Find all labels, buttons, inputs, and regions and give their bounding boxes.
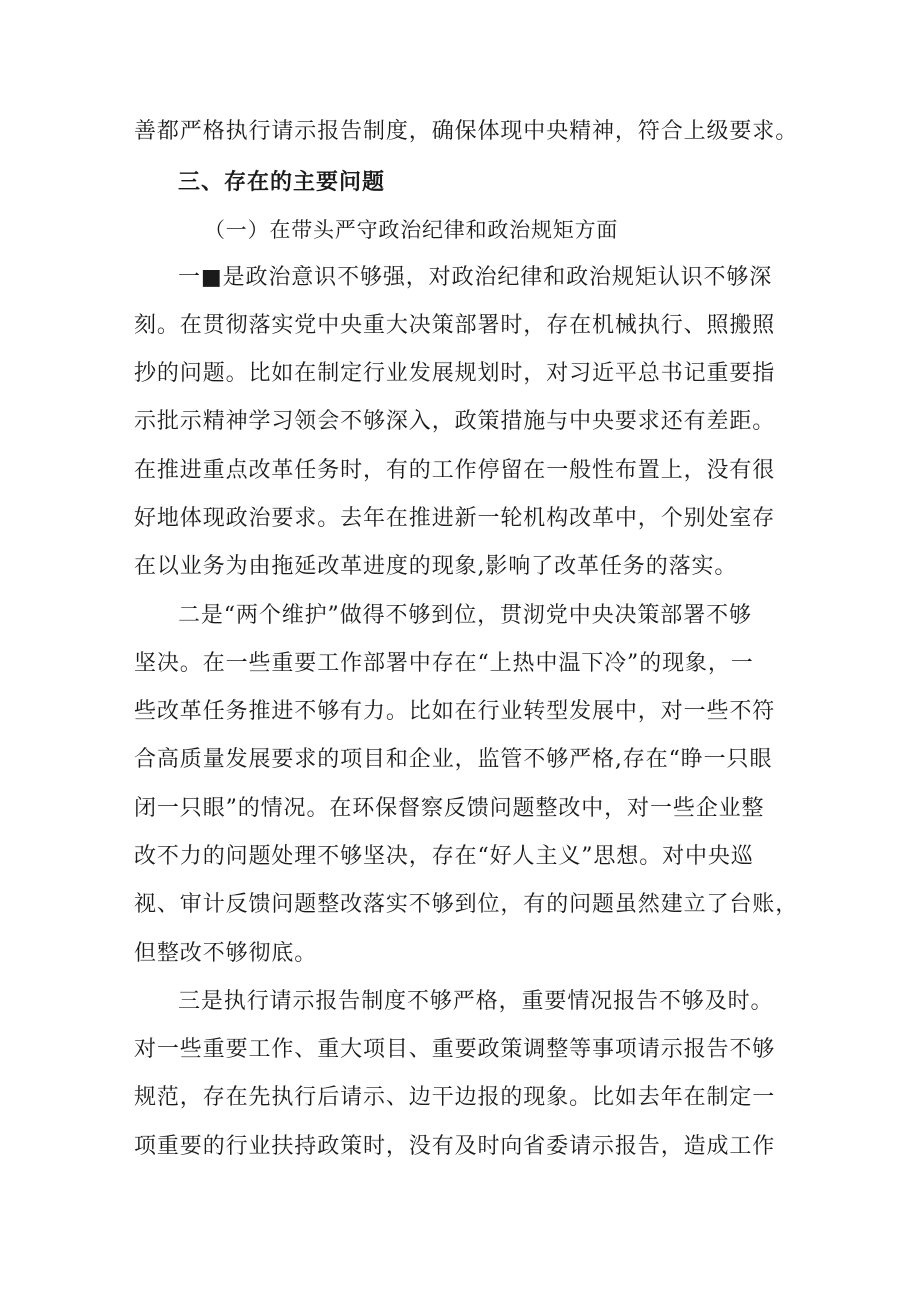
paragraph-1-line-6: 好地体现政治要求。去年在推进新一轮机构改革中，个别处室存 xyxy=(134,506,776,531)
paragraph-1-line-1: 一■是政治意识不够强，对政治纪律和政治规矩认识不够深 xyxy=(178,265,773,290)
paragraph-2-line-6: 改不力的问题处理不够坚决，存在“好人主义”思想。对中央巡 xyxy=(134,844,754,869)
paragraph-2-line-3: 些改革任务推进不够有力。比如在行业转型发展中，对一些不符 xyxy=(134,699,776,724)
paragraph-1-line-2: 刻。在贯彻落实党中央重大决策部署时，存在机械执行、照搬照 xyxy=(134,313,776,338)
paragraph-2-line-5: 闭一只眼”的情况。在环保督察反馈问题整改中，对一些企业整 xyxy=(134,796,765,821)
paragraph-1-line-3: 抄的问题。比如在制定行业发展规划时，对习近平总书记重要指 xyxy=(134,361,776,386)
paragraph-2-line-8: 但整改不够彻底。 xyxy=(134,941,318,966)
paragraph-1-line-7: 在以业务为由拖延改革进度的现象,影响了改革任务的落实。 xyxy=(134,554,738,579)
body-line-1: 善都严格执行请示报告制度，确保体现中央精神，符合上级要求。 xyxy=(134,119,799,144)
paragraph-2-line-2: 坚决。在一些重要工作部署中存在“上热中温下冷”的现象，一 xyxy=(134,651,754,676)
paragraph-2-line-1: 二是“两个维护”做得不够到位，贯沏党中央决策部署不够 xyxy=(178,603,752,628)
section-heading: 三、存在的主要问题 xyxy=(178,170,386,195)
paragraph-3-line-1: 三是执行请示报告制度不够严格，重要情况报告不够及时。 xyxy=(178,989,774,1014)
paragraph-2-line-7: 视、审计反馈问题整改落实不够到位，有的问题虽然建立了台账， xyxy=(134,892,799,917)
paragraph-3-line-3: 规范，存在先执行后请示、边干边报的现象。比如去年在制定一 xyxy=(134,1085,776,1110)
paragraph-3-line-2: 对一些重要工作、重大项目、重要政策调整等事项请示报告不够 xyxy=(134,1037,776,1062)
paragraph-1-line-4: 示批示精神学习领会不够深入，政策措施与中央要求还有差距。 xyxy=(134,409,776,434)
paragraph-1-line-5: 在推进重点改革任务时，有的工作停留在一般性布置上，没有很 xyxy=(134,458,776,483)
paragraph-2-line-4: 合高质量发展要求的项目和企业，监管不够严格,存在“睁一只眼 xyxy=(134,747,773,772)
subsection-heading: （一）在带头严守政治纪律和政治规矩方面 xyxy=(204,218,619,242)
paragraph-3-line-4: 项重要的行业扶持政策时，没有及时向省委请示报告，造成工作 xyxy=(134,1134,776,1159)
